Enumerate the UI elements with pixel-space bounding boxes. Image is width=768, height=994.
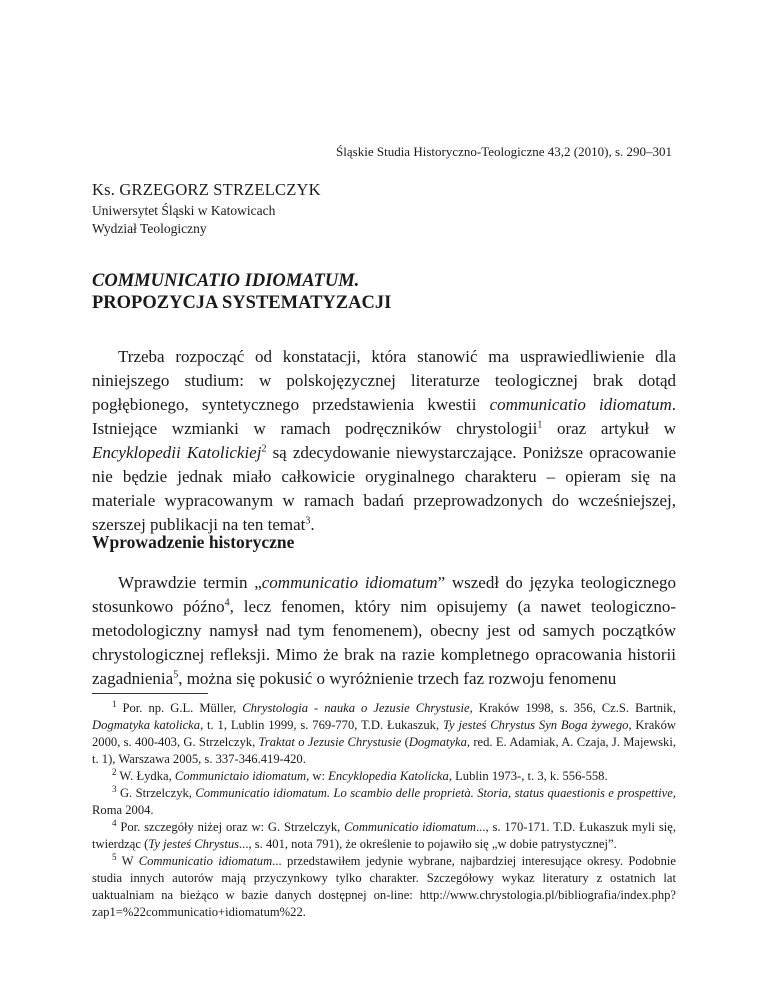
article-title-line-1: COMMUNICATIO IDIOMATUM. xyxy=(92,271,360,291)
footnote-5: $^5$ W Communicatio idiomatum... przedstawiłem jedynie wybrane, najbardziej interesujące okresy. Podobnie studia innych autorów mają przyczynkowy tylko charakter. Szczegółowy wykaz literatury z ostatnich lat uaktualniam na bieżąco w bazie danych dostępnej on-line: http://www.chrystologia.pl/bibliografia/index.php?zap1=%22communicatio+idiomatum%22. xyxy=(92,851,676,919)
footnote-ref-3[interactable]: 3 xyxy=(305,515,311,527)
affiliation-university: Uniwersytet Śląski w Katowicach xyxy=(92,203,276,218)
footnote-divider xyxy=(92,693,208,694)
footnote-1: $^1$ Por. np. G.L. Müller, Chrystologia - nauka o Jezusie Chrystusie, Kraków 1998, s. 356, Cz.S. Bartnik, Dogmatyka katolicka, t. 1, Lublin 1999, s. 769-770, T.D. Łukaszuk, Ty jesteś Chrystus Syn Boga żywego, Kraków 2000, s. 400-403, G. Strzelczyk, Traktat o Jezusie Chrystusie (Dogmatyka, red. E. Adamiak, A. Czaja, J. Majewski, t. 1), Warszawa 2005, s. 337-346.419-420. xyxy=(92,698,677,766)
footnote-2: $^2$ W. Łydka, Communictaio idiomatum, w: Encyklopedia Katolicka, Lublin 1973-, t. 3, k. 556-558. xyxy=(112,766,608,783)
section-heading: Wprowadzenie historyczne xyxy=(92,532,295,552)
footnotes xyxy=(92,700,676,921)
bibliography-database-link[interactable]: ... przedstawiłem jedynie wybrane, najbardziej interesujące okresy. Podobnie studia innych autorów mają przyczynkowy tylko charakter. Szczegółowy wykaz literatury z ostatnich lat uaktualniam na bieżąco w bazie danych dostępnej on-line: http://www.chrystologia.pl/bibliografia/index.php?zap1=%22communicatio+idiomatum%22. xyxy=(92,854,676,919)
footnote-ref-4[interactable]: 4 xyxy=(224,597,230,609)
term-communicatio-idiomatum: communicatio idiomatum xyxy=(489,395,672,414)
footnote-3: $^3$ G. Strzelczyk, Communicatio idiomatum. Lo scambio delle proprietà. Storia, status quaestionis e prospettive, Roma 2004. xyxy=(92,783,676,817)
intro-paragraph: Trzeba rozpocząć od konstatacji, która stanowić ma usprawiedliwienie dla niniejszego studium: w polskojęzycznej literaturze teologicznej brak dotąd pogłębionego, syntetycznego przedstawienia kwestii communicatio idiomatum. Istniejące wzmianki w ramach podręczników chrystologii$^1$ oraz artykuł w Encyklopedii Katolickiej$^2$ są zdecydowanie niewystarczające. Poniższe opracowanie nie będzie jednak miało całkowicie oryginalnego charakteru – opieram się na materiale wypracowanym w ramach badań przeprowadzonych do wcześniejszej, szerszej publikacji na ten temat$^3$. xyxy=(92,347,677,534)
body-paragraph: Wprawdzie termin „communicatio idiomatum” wszedł do języka teologicznego stosunkowo późno$^4$, lecz fenomen, który nim opisujemy (a nawet teologiczno-metodologiczny namysł nad tym fenomenem), obecny jest od samych początków chrystologicznej refleksji. Mimo że brak na razie kompletnego opracowania historii zagadnienia$^5$, można się pokusić o wyróżnienie trzech faz rozwoju fenomenu xyxy=(92,573,677,688)
affiliation-faculty: Wydział Teologiczny xyxy=(92,221,207,236)
footnote-4: $^4$ Por. szczegóły niżej oraz w: G. Strzelczyk, Communicatio idiomatum..., s. 170-171. T.D. Łukaszuk myli się, twierdząc (Ty jesteś Chrystus..., s. 401, nota 791), że określenie to pojawiło się „w dobie patrystycznej”. xyxy=(92,817,676,851)
article-title-line-2: PROPOZYCJA SYSTEMATYZACJI xyxy=(92,293,392,313)
journal-citation: Śląskie Studia Historyczno-Teologiczne 43,2 (2010), s. 290–301 xyxy=(336,144,672,159)
footnote-ref-2[interactable]: 2 xyxy=(261,443,267,455)
footnote-ref-1[interactable]: 1 xyxy=(537,419,543,431)
footnote-ref-5[interactable]: 5 xyxy=(173,669,179,681)
author-name: Ks. GRZEGORZ STRZELCZYK xyxy=(92,180,321,199)
